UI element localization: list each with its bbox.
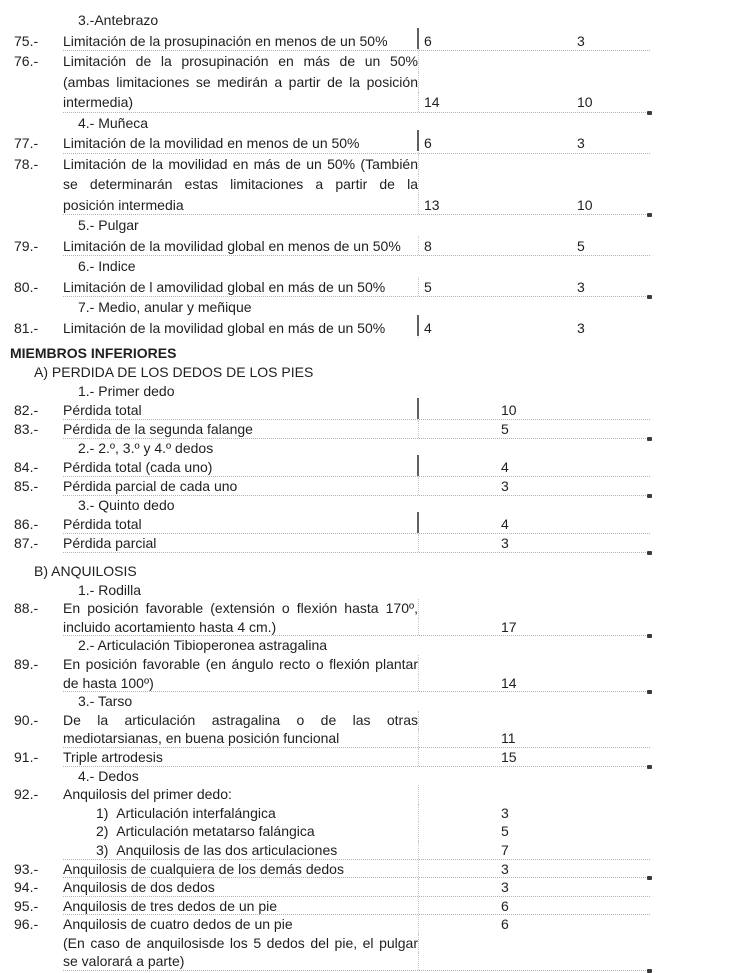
- points-column-1: 3: [418, 477, 573, 495]
- row-body: [63, 674, 650, 693]
- item-description: posición intermedia: [63, 196, 184, 213]
- item-number: 92.-: [14, 786, 39, 803]
- item-row-93: [0, 860, 738, 879]
- subsection-number-header: [0, 382, 738, 401]
- subsection-number-header: [0, 581, 738, 600]
- points-column-1: 3: [418, 860, 573, 878]
- points-column-1: [418, 785, 573, 804]
- item-row-91: [0, 748, 738, 767]
- row-body: [63, 748, 650, 767]
- subsection-number-header: [0, 496, 738, 515]
- row-body: [63, 915, 650, 934]
- row-body: [63, 154, 650, 175]
- item-row-86: [0, 515, 738, 534]
- item-description: Limitación de la movilidad en más de un 50% (También: [63, 155, 418, 172]
- item-continuation-row: [0, 952, 738, 971]
- header-label: 1.- Rodilla: [78, 581, 142, 598]
- points-column-1: 5: [418, 822, 573, 841]
- item-number: 75.-: [14, 32, 39, 49]
- points-column-1: [418, 599, 573, 618]
- points-column-1: 7: [418, 841, 573, 859]
- item-description: Limitación de la movilidad en menos de un 50%: [63, 135, 360, 151]
- points-column-1: [418, 934, 573, 953]
- row-body: [63, 401, 650, 420]
- header-label: 1.- Primer dedo: [78, 383, 175, 399]
- item-row-83: [0, 420, 738, 439]
- points-column-1: [418, 174, 573, 195]
- item-number: 86.-: [14, 516, 39, 532]
- item-number: 85.-: [14, 478, 39, 494]
- header-label: 2.- Articulación Tibioperonea astragalina: [78, 637, 328, 654]
- points-column-1: 4: [418, 515, 573, 533]
- item-row-92: [0, 785, 738, 804]
- header-label: 3.- Quinto dedo: [78, 497, 175, 513]
- section-header: [0, 344, 738, 363]
- item-number: 89.-: [14, 655, 39, 672]
- header-label: 4.- Muñeca: [78, 114, 149, 131]
- points-column-2: 5: [577, 237, 585, 254]
- row-body: [63, 133, 650, 154]
- row-body: [63, 174, 650, 195]
- item-description: Anquilosis de dos dedos: [63, 879, 215, 896]
- item-description: Limitación de la movilidad global en más de un 50%: [63, 319, 386, 336]
- item-row-87: [0, 534, 738, 553]
- item-row-75: [0, 31, 738, 52]
- item-continuation-row: [0, 92, 738, 113]
- points-column-2: 10: [577, 94, 593, 110]
- column-divider-dark-bar: [417, 512, 419, 533]
- item-description: Triple artrodesis: [63, 748, 163, 765]
- item-number: 87.-: [14, 535, 39, 551]
- item-description: 3) Anquilosis de las dos articulaciones: [96, 841, 338, 858]
- header-label: B) ANQUILOSIS: [34, 563, 137, 579]
- row-body: [63, 31, 650, 52]
- row-body: [63, 477, 650, 496]
- subsection-letter-header: [0, 562, 738, 581]
- points-column-1: 10: [418, 401, 573, 419]
- points-column-1: 14: [418, 92, 573, 112]
- item-row-84: [0, 458, 738, 477]
- subsection-letter-header: [0, 363, 738, 382]
- row-body: [63, 599, 650, 618]
- points-column-2: 3: [577, 319, 585, 336]
- column-divider-dark-bar: [417, 28, 419, 49]
- header-label: 5.- Pulgar: [78, 217, 139, 233]
- item-number: 80.-: [14, 278, 39, 295]
- points-column-1: [418, 72, 573, 93]
- item-description: (ambas limitaciones se medirán a partir de la posición: [63, 73, 418, 90]
- header-label: 4.- Dedos: [78, 767, 139, 784]
- header-label: 7.- Medio, anular y meñique: [78, 299, 252, 315]
- item-description: mediotarsianas, en buena posición funcional: [63, 730, 340, 747]
- column-divider-dark-bar: [417, 398, 419, 419]
- item-continuation-row: [0, 822, 738, 841]
- subsection-number-header: [0, 10, 738, 31]
- item-number: 88.-: [14, 600, 39, 617]
- row-body: [63, 804, 650, 823]
- item-number: 78.-: [14, 155, 39, 172]
- item-description: De la articulación astragalina o de las otras: [63, 711, 418, 728]
- item-description: Anquilosis de tres dedos de un pie: [63, 897, 278, 914]
- item-description: se determinarán estas limitaciones a partir de la: [63, 176, 418, 192]
- subsection-number-header: [0, 636, 738, 655]
- points-column-1: [418, 154, 573, 175]
- item-description: Anquilosis de cuatro dedos de un pie: [63, 916, 293, 933]
- item-continuation-row: [0, 729, 738, 748]
- column-divider-dark-bar: [417, 455, 419, 476]
- item-description: (En caso de anquilosisde los 5 dedos del pie, el pulgar: [63, 934, 418, 951]
- item-number: 90.-: [14, 711, 39, 728]
- points-column-1: 6: [418, 133, 573, 153]
- points-column-1: 6: [418, 897, 573, 915]
- item-continuation-row: [0, 674, 738, 693]
- points-column-1: 6: [418, 915, 573, 934]
- table-section-s2: [0, 344, 738, 553]
- row-body: [63, 195, 650, 216]
- item-description: Pérdida total: [63, 402, 142, 418]
- item-number: 84.-: [14, 459, 39, 475]
- item-description: se valorará a parte): [63, 953, 185, 970]
- item-description: incluido acortamiento hasta 4 cm.): [63, 618, 277, 635]
- row-body: [63, 318, 650, 339]
- subsection-number-header: [0, 113, 738, 134]
- row-body: [63, 860, 650, 879]
- item-description: Pérdida de la segunda falange: [63, 421, 253, 437]
- row-body: [63, 878, 650, 897]
- item-description: En posición favorable (extensión o flexión hasta 170º,: [63, 600, 418, 617]
- row-body: [63, 72, 650, 93]
- item-number: 82.-: [14, 402, 39, 418]
- row-body: [63, 711, 650, 730]
- header-label: 3.- Tarso: [78, 693, 133, 710]
- row-body: [63, 420, 650, 439]
- item-row-88: [0, 599, 738, 618]
- points-column-1: 5: [418, 277, 573, 297]
- item-description: Pérdida parcial: [63, 535, 157, 551]
- row-body: [63, 952, 650, 971]
- item-row-85: [0, 477, 738, 496]
- subsection-number-header: [0, 767, 738, 786]
- item-row-95: [0, 897, 738, 916]
- row-body: [63, 92, 650, 113]
- item-description: Limitación de la prosupinación en más de un 50%: [63, 53, 418, 69]
- item-description: Limitación de la movilidad global en menos de un 50%: [63, 237, 401, 254]
- item-number: 83.-: [14, 421, 39, 437]
- row-body: [63, 897, 650, 916]
- table-section-s1: [0, 10, 738, 338]
- row-body: [63, 458, 650, 477]
- row-body: [63, 841, 650, 860]
- row-body: [63, 236, 650, 257]
- item-number: 95.-: [14, 897, 39, 914]
- row-body: [63, 655, 650, 674]
- item-number: 94.-: [14, 879, 39, 896]
- item-number: 81.-: [14, 319, 39, 336]
- item-description: 2) Articulación metatarso falángica: [96, 823, 315, 840]
- item-row-94: [0, 878, 738, 897]
- row-body: [63, 934, 650, 953]
- points-column-1: 11: [418, 729, 573, 747]
- item-continuation-row: [0, 174, 738, 195]
- column-divider-dark-bar: [417, 315, 419, 336]
- item-number: 77.-: [14, 135, 39, 151]
- points-column-1: [418, 51, 573, 72]
- points-column-1: 6: [418, 31, 573, 51]
- item-row-89: [0, 655, 738, 674]
- column-divider-dark-bar: [417, 130, 419, 151]
- points-column-1: 17: [418, 618, 573, 636]
- item-description: Pérdida total (cada uno): [63, 459, 213, 475]
- header-label: 6.- Indice: [78, 258, 136, 274]
- header-label: MIEMBROS INFERIORES: [10, 345, 177, 361]
- points-column-2: 10: [577, 196, 593, 213]
- header-label: 2.- 2.º, 3.º y 4.º dedos: [78, 440, 214, 456]
- item-row-82: [0, 401, 738, 420]
- points-column-1: 8: [418, 236, 573, 256]
- row-body: [63, 729, 650, 748]
- table-section-s3: [0, 562, 738, 971]
- item-continuation-row: [0, 72, 738, 93]
- item-continuation-row: [0, 841, 738, 860]
- points-column-1: [418, 952, 573, 970]
- points-column-1: 3: [418, 878, 573, 896]
- item-row-78: [0, 154, 738, 175]
- row-body: [63, 515, 650, 534]
- item-continuation-row: [0, 934, 738, 953]
- row-body: [63, 618, 650, 637]
- subsection-number-header: [0, 256, 738, 277]
- item-description: Limitación de l amovilidad global en más de un 50%: [63, 278, 386, 295]
- points-column-2: 3: [577, 135, 585, 151]
- points-column-1: 13: [418, 195, 573, 215]
- item-continuation-row: [0, 618, 738, 637]
- subsection-number-header: [0, 439, 738, 458]
- item-description: 1) Articulación interfalángica: [96, 804, 276, 821]
- item-description: En posición favorable (en ángulo recto o flexión plantar: [63, 655, 418, 672]
- item-row-79: [0, 236, 738, 257]
- row-body: [63, 534, 650, 553]
- item-row-80: [0, 277, 738, 298]
- points-column-1: 14: [418, 674, 573, 692]
- item-description: intermedia): [63, 94, 134, 110]
- row-body: [63, 822, 650, 841]
- item-row-96: [0, 915, 738, 934]
- item-row-81: [0, 318, 738, 339]
- row-body: [63, 51, 650, 72]
- row-body: [63, 277, 650, 298]
- item-continuation-row: [0, 195, 738, 216]
- points-column-1: [418, 655, 573, 674]
- item-description: Pérdida parcial de cada uno: [63, 478, 238, 494]
- points-column-2: 3: [577, 32, 585, 49]
- item-number: 91.-: [14, 748, 39, 765]
- points-column-1: 3: [418, 804, 573, 823]
- subsection-number-header: [0, 215, 738, 236]
- item-row-76: [0, 51, 738, 72]
- points-column-1: 4: [418, 458, 573, 476]
- points-column-1: 15: [418, 748, 573, 766]
- points-column-1: 4: [418, 318, 573, 339]
- item-description: Pérdida total: [63, 516, 142, 532]
- item-description: Limitación de la prosupinación en menos de un 50%: [63, 32, 388, 49]
- subsection-number-header: [0, 297, 738, 318]
- item-number: 76.-: [14, 53, 39, 69]
- item-number: 96.-: [14, 916, 39, 933]
- item-row-90: [0, 711, 738, 730]
- header-label: A) PERDIDA DE LOS DEDOS DE LOS PIES: [34, 364, 314, 380]
- points-column-1: 3: [418, 534, 573, 552]
- item-continuation-row: [0, 804, 738, 823]
- points-column-2: 3: [577, 278, 585, 295]
- item-description: Anquilosis del primer dedo:: [63, 786, 232, 803]
- header-label: 3.-Antebrazo: [78, 12, 159, 28]
- subsection-number-header: [0, 692, 738, 711]
- item-number: 79.-: [14, 237, 39, 254]
- row-body: [63, 785, 650, 804]
- item-number: 93.-: [14, 860, 39, 877]
- item-row-77: [0, 133, 738, 154]
- item-description: de hasta 100º): [63, 674, 154, 691]
- points-column-1: [418, 711, 573, 730]
- points-column-1: 5: [418, 420, 573, 438]
- item-description: Anquilosis de cualquiera de los demás dedos: [63, 860, 344, 877]
